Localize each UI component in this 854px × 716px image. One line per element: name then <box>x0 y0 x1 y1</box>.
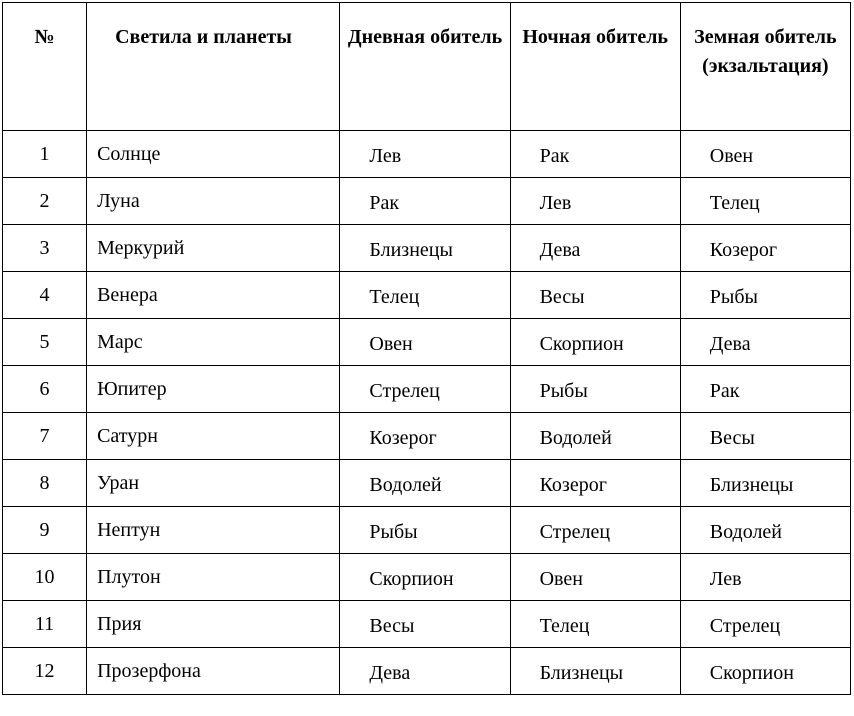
planet-name-cell: Плутон <box>87 554 340 601</box>
table-header-row <box>3 3 851 131</box>
row-number-cell: 9 <box>3 507 87 554</box>
planet-name-cell: Меркурий <box>87 225 340 272</box>
day-house-cell: Водолей <box>340 460 510 507</box>
exaltation-cell: Телец <box>680 178 850 225</box>
planet-name-cell: Прия <box>87 601 340 648</box>
planet-name-cell: Нептун <box>87 507 340 554</box>
day-house-cell: Весы <box>340 601 510 648</box>
header-night-house: Ночная обитель <box>510 3 680 131</box>
night-house-cell: Лев <box>510 178 680 225</box>
night-house-cell: Скорпион <box>510 319 680 366</box>
table-row <box>3 319 851 366</box>
table-row <box>3 366 851 413</box>
header-luminaries-planets: Светила и планеты <box>87 3 340 131</box>
exaltation-cell: Рыбы <box>680 272 850 319</box>
row-number-cell: 6 <box>3 366 87 413</box>
day-house-cell: Рак <box>340 178 510 225</box>
day-house-cell: Овен <box>340 319 510 366</box>
day-house-cell: Рыбы <box>340 507 510 554</box>
night-house-cell: Весы <box>510 272 680 319</box>
row-number-cell: 12 <box>3 648 87 695</box>
day-house-cell: Скорпион <box>340 554 510 601</box>
planet-name-cell: Сатурн <box>87 413 340 460</box>
night-house-cell: Водолей <box>510 413 680 460</box>
day-house-cell: Близнецы <box>340 225 510 272</box>
night-house-cell: Рак <box>510 131 680 178</box>
table-row <box>3 507 851 554</box>
table-row <box>3 225 851 272</box>
table-row <box>3 178 851 225</box>
night-house-cell: Дева <box>510 225 680 272</box>
planet-name-cell: Уран <box>87 460 340 507</box>
exaltation-cell: Скорпион <box>680 648 850 695</box>
exaltation-cell: Козерог <box>680 225 850 272</box>
exaltation-cell: Весы <box>680 413 850 460</box>
row-number-cell: 7 <box>3 413 87 460</box>
table-row <box>3 413 851 460</box>
exaltation-cell: Рак <box>680 366 850 413</box>
exaltation-cell: Стрелец <box>680 601 850 648</box>
table-row <box>3 648 851 695</box>
day-house-cell: Дева <box>340 648 510 695</box>
night-house-cell: Козерог <box>510 460 680 507</box>
table-row <box>3 131 851 178</box>
night-house-cell: Овен <box>510 554 680 601</box>
day-house-cell: Телец <box>340 272 510 319</box>
planets-table <box>2 2 851 695</box>
planet-name-cell: Юпитер <box>87 366 340 413</box>
row-number-cell: 1 <box>3 131 87 178</box>
row-number-cell: 11 <box>3 601 87 648</box>
exaltation-cell: Дева <box>680 319 850 366</box>
night-house-cell: Близнецы <box>510 648 680 695</box>
row-number-cell: 8 <box>3 460 87 507</box>
planet-name-cell: Прозерфона <box>87 648 340 695</box>
day-house-cell: Козерог <box>340 413 510 460</box>
day-house-cell: Стрелец <box>340 366 510 413</box>
exaltation-cell: Близнецы <box>680 460 850 507</box>
planet-name-cell: Венера <box>87 272 340 319</box>
header-exaltation: Земная обитель (экзальтация) <box>680 3 850 131</box>
exaltation-cell: Лев <box>680 554 850 601</box>
table-row <box>3 460 851 507</box>
row-number-cell: 3 <box>3 225 87 272</box>
table-row <box>3 272 851 319</box>
exaltation-cell: Водолей <box>680 507 850 554</box>
night-house-cell: Рыбы <box>510 366 680 413</box>
table-row <box>3 601 851 648</box>
row-number-cell: 10 <box>3 554 87 601</box>
planet-name-cell: Марс <box>87 319 340 366</box>
exaltation-cell: Овен <box>680 131 850 178</box>
row-number-cell: 5 <box>3 319 87 366</box>
day-house-cell: Лев <box>340 131 510 178</box>
planet-name-cell: Луна <box>87 178 340 225</box>
header-day-house: Дневная обитель <box>340 3 510 131</box>
header-number: № <box>3 3 87 131</box>
night-house-cell: Стрелец <box>510 507 680 554</box>
night-house-cell: Телец <box>510 601 680 648</box>
row-number-cell: 4 <box>3 272 87 319</box>
planet-name-cell: Солнце <box>87 131 340 178</box>
table-row <box>3 554 851 601</box>
row-number-cell: 2 <box>3 178 87 225</box>
